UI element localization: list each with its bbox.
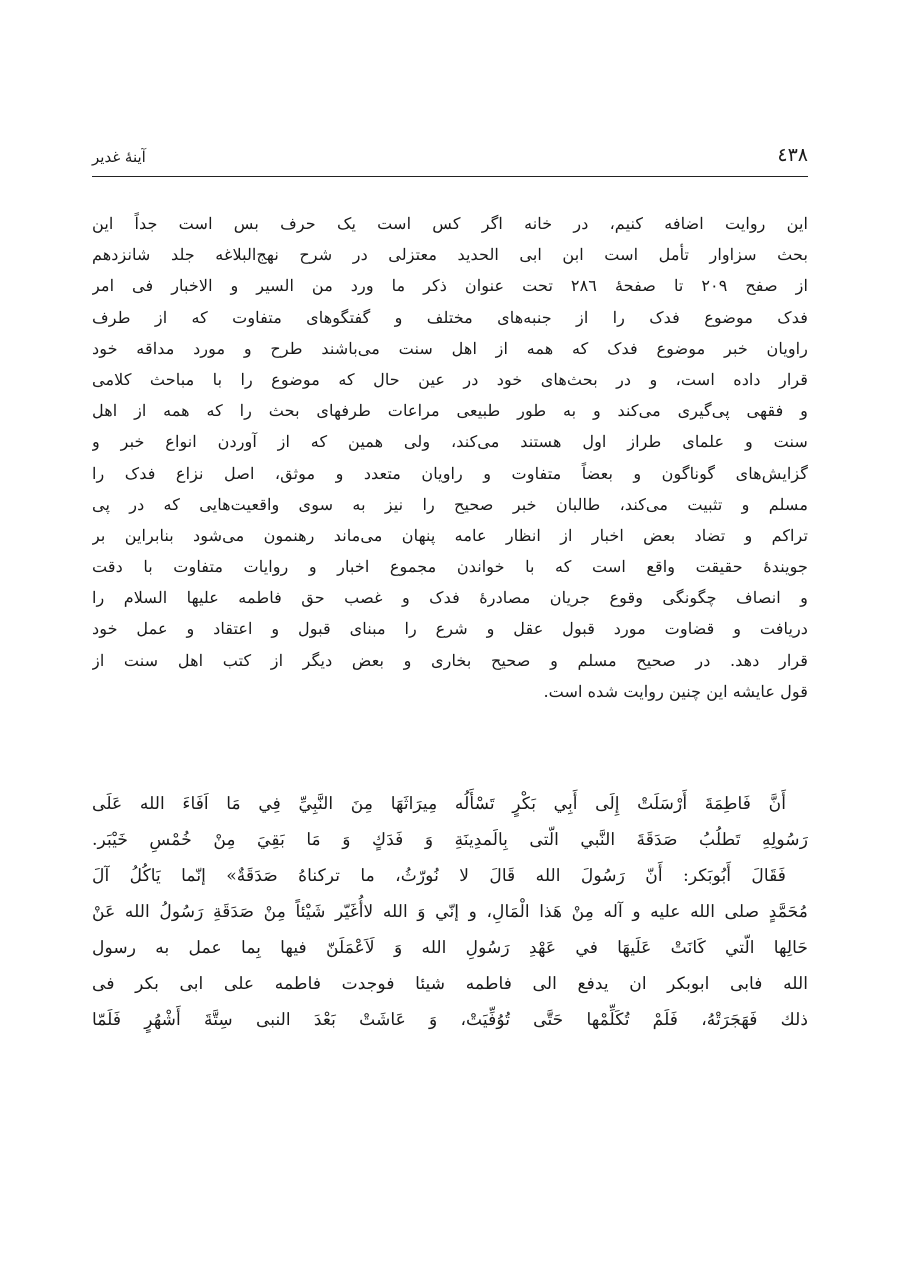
quotation-line: ذلك فَهَجَرَتْهُ، فَلَمْ تُكَلِّمْها حَتَّی تُوُفِّيَتْ، وَ عَاشَتْ بَعْدَ النبی سِتَّةَ أَشْهُرٍ فَلَمّا (92, 1010, 808, 1030)
text-line: فدک موضوع فدک را از جنبه‌های مختلف و گفتگوهای متفاوت که از طرف (92, 307, 808, 327)
text-line: بحث سزاوار تأمل است ابن ابی الحدید معتزلی در شرح نهج‌البلاغه جلد شانزدهم (92, 245, 808, 265)
arabic-quotation (92, 786, 808, 1038)
text-line: سنت و علمای طراز اول هستند می‌کند، ولی همین که از آوردن انواع خبر و (92, 432, 808, 452)
text-line: دریافت و قضاوت مورد قبول عقل و شرع را مبنای قبول و اعتقاد و عمل خود (92, 619, 808, 639)
running-title: آینهٔ غدیر (92, 148, 146, 166)
text-line: جویندهٔ حقیقت واقع است که با خواندن مجموع اخبار و روایات متفاوت با دقت (92, 557, 808, 577)
page-header (92, 140, 808, 177)
body-paragraph (92, 208, 808, 707)
quotation-line: الله فابی ابوبكر ان يدفع الی فاطمه شيئا فوجدت فاطمه علی ابی بكر فی (92, 974, 808, 994)
quotation-line: حَالِها الّتي كَانَتْ عَلَيهَا في عَهْدِ رَسُولِ الله وَ لَاَعْمَلَنّ فيها بِما عمل به رسول (92, 938, 808, 958)
text-line: مسلم و تثبیت می‌کند، طالبان خبر صحیح را نیز به سوی واقعیت‌هایی که در پی (92, 494, 808, 514)
text-line: قرار دهد. در صحیح مسلم و صحیح بخاری و بعض دیگر از کتب اهل سنت از (92, 650, 808, 670)
quotation-line: أَنَّ فَاطِمَةَ أَرْسَلَتْ إِلَی أَبِي بَكْرٍ تَسْأَلُه مِيرَاثَهَا مِنَ النَّبِيِّ فِي مَا اَفَاءَ الله عَلَی (92, 794, 786, 814)
text-line: از صفح ٢٠٩ تا صفحهٔ ٢٨٦ تحت عنوان ذکر ما ورد من السیر و الاخبار فی امر (92, 276, 808, 296)
text-line: گزایش‌های گوناگون و بعضاً متفاوت و راویان متعدد و موثق، اصل نزاع فدک را (92, 463, 808, 483)
quotation-line: مُحَمَّدٍ صلی الله علیه و آله مِنْ هَذا الْمَالِ، و إنّي وَ الله لاأُغَيّر شَيْئاً مِنْ صَدَقَةِ رَسُولُ الله عَنْ (92, 902, 808, 922)
page-number: ٤٣٨ (777, 144, 808, 166)
quotation-line: فَقَالَ أَبُوبَكر: أَنّ رَسُولَ الله قَالَ لا نُورّثُ، ما تركناهُ صَدَقَةٌ» إنّما يَاكُلُ آلَ (92, 866, 786, 886)
text-line: این روایت اضافه کنیم، در خانه اگر کس است یک حرف بس است جداً این (92, 214, 808, 233)
text-line: و فقهی پی‌گیری می‌کند و به طور طبیعی مراعات طرفهای بحث را که همه از اهل (92, 401, 808, 421)
text-line: راویان خبر موضوع فدک که همه از اهل سنت می‌باشند طرح و مورد مداقه خود (92, 338, 808, 358)
text-line: قول عایشه این چنین روایت شده است. (543, 681, 808, 701)
text-line: تراکم و تضاد بعض اخبار از انظار عامه پنهان می‌ماند رهنمون می‌شود بنابراین بر (92, 525, 808, 545)
text-line: قرار داده است، و در بحث‌های خود در عین حال که موضوع را با مباحث کلامی (92, 369, 808, 389)
quotation-line: رَسُولِهِ تَطلُبُ صَدَقَةَ النَّبي الّتی بِالَمدِينَةِ وَ فَدَكٍ وَ مَا بَقِيَ مِنْ خُمْسِ خَيْبَر. (92, 830, 808, 850)
text-line: و انصاف چگونگی وقوع جریان مصادرهٔ فدک و غصب حق فاطمه علیها السلام را (92, 588, 808, 608)
